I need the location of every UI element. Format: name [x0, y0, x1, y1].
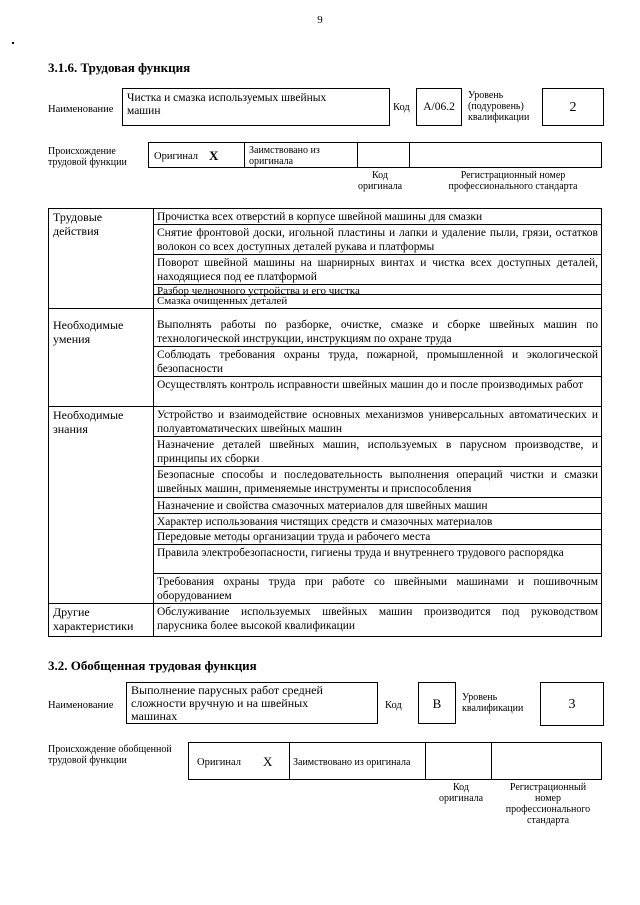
- level-value-box: [542, 88, 604, 126]
- origin-box-2: [188, 742, 602, 780]
- reg-number-label-2: Регистрационный номер профессионального стандарта: [505, 782, 591, 826]
- table-item: Устройство и взаимодействие основных механизмов универсальных автоматических и полуавтоматических швейных машин: [157, 409, 598, 435]
- table-item: Прочистка всех отверстий в корпусе швейной машины для смазки: [157, 211, 483, 223]
- code-label: Код: [393, 102, 410, 113]
- table-item: Выполнять работы по разборке, очистке, смазке и сборке швейных машин по технологической инструкции, инструкциям по охране труда: [157, 319, 598, 345]
- origin-label: Происхождение трудовой функции: [48, 146, 127, 168]
- code-original-label: Код оригинала: [357, 170, 403, 192]
- category-labor-actions: Трудовые действия: [53, 210, 103, 238]
- labor-function-table: [48, 208, 602, 637]
- table-item: Разбор челночного устройства и его чистка: [157, 285, 360, 297]
- name-label-2: Наименование: [48, 700, 114, 711]
- code-value-box: [416, 88, 462, 126]
- table-item: Характер использования чистящих средств и смазочных материалов: [157, 516, 493, 528]
- table-item: Смазка очищенных деталей: [157, 295, 288, 307]
- name-value: Чистка и смазка используемых швейных машин: [127, 92, 327, 117]
- name-value-box: [122, 88, 390, 126]
- level-label: Уровень (подуровень) квалификации: [468, 90, 530, 123]
- name-value-box-2: [126, 682, 378, 724]
- code-original-label-2: Код оригинала: [438, 782, 484, 804]
- original-label-2: Оригинал: [197, 757, 241, 768]
- category-required-skills: Необходимые умения: [53, 318, 124, 346]
- borrowed-label: Заимствовано из оригинала: [249, 145, 320, 167]
- page-number: 9: [317, 14, 323, 26]
- margin-dot: [12, 42, 14, 44]
- origin-label-2: Происхождение обобщенной трудовой функции: [48, 744, 172, 766]
- original-mark: X: [209, 148, 219, 163]
- table-item: Требования охраны труда при работе со швейными машинами и пошивочным оборудованием: [157, 576, 598, 602]
- table-item: Передовые методы организации труда и рабочего места: [157, 531, 431, 543]
- table-item: Безопасные способы и последовательность выполнения операций чистки и смазки швейных машин, применяемые инструменты и приспособления: [157, 469, 598, 495]
- borrowed-label-2: Заимствовано из оригинала: [293, 757, 411, 768]
- level-value-box-2: [540, 682, 604, 726]
- level-value-2: 3: [568, 697, 576, 712]
- table-item: Соблюдать требования охраны труда, пожарной, промышленной и экологической безопасности: [157, 349, 598, 375]
- category-required-knowledge: Необходимые знания: [53, 408, 124, 436]
- name-label: Наименование: [48, 104, 114, 115]
- original-label: Оригинал: [154, 151, 198, 162]
- table-item: Осуществлять контроль исправности швейных машин до и после производимых работ: [157, 379, 584, 391]
- section-heading: 3.1.6. Трудовая функция: [48, 60, 191, 75]
- code-value-2: B: [432, 696, 442, 711]
- original-mark-2: X: [263, 754, 273, 769]
- table-item: Правила электробезопасности, гигиены труда и внутреннего трудового распорядка: [157, 547, 564, 559]
- section2-heading: 3.2. Обобщенная трудовая функция: [48, 658, 257, 673]
- table-item: Поворот швейной машины на шарнирных винтах и чистка всех доступных деталей, находящиеся под ее платформой: [157, 257, 598, 283]
- table-item: Снятие фронтовой доски, игольной пластины и лапки и удаление пыли, грязи, остатков волокон со всех доступных деталей рукава и платформы: [157, 227, 598, 253]
- code-label-2: Код: [385, 700, 402, 711]
- origin-box: [148, 142, 602, 168]
- name-value-2: Выполнение парусных работ средней сложности вручную и на швейных машинах: [131, 683, 323, 723]
- table-item: Обслуживание используемых швейных машин производится под руководством парусника более высокой квалификации: [157, 606, 598, 632]
- code-value-box-2: [418, 682, 456, 724]
- level-value: 2: [569, 100, 577, 115]
- reg-number-label: Регистрационный номер профессионального стандарта: [448, 170, 578, 192]
- table-item: Назначение деталей швейных машин, используемых в парусном производстве, и принципы их сборки: [157, 439, 598, 465]
- table-item: Назначение и свойства смазочных материалов для швейных машин: [157, 500, 488, 512]
- code-value: A/06.2: [423, 101, 455, 113]
- category-other: Другие характеристики: [53, 605, 134, 633]
- level-label-2: Уровень квалификации: [462, 692, 524, 714]
